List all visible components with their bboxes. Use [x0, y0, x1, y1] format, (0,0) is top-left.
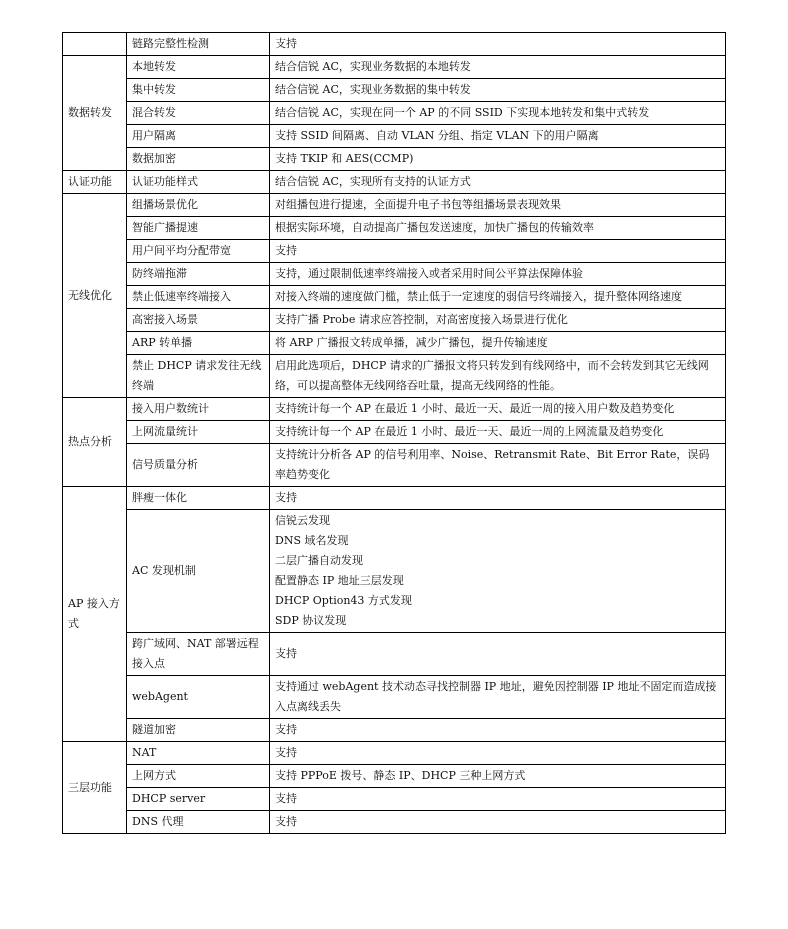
table-row: [63, 788, 726, 811]
description-cell: 结合信锐 AC，实现所有支持的认证方式: [270, 171, 726, 194]
description-cell: 支持: [270, 33, 726, 56]
feature-cell: 上网方式: [127, 765, 270, 788]
feature-cell: DNS 代理: [127, 811, 270, 834]
table-row: [63, 102, 726, 125]
feature-cell: 上网流量统计: [127, 421, 270, 444]
feature-cell: 跨广域网、NAT 部署远程接入点: [127, 633, 270, 676]
table-row: [63, 421, 726, 444]
description-cell: 支持: [270, 633, 726, 676]
description-cell: [270, 510, 726, 633]
description-cell: 支持 SSID 间隔离、自动 VLAN 分组、指定 VLAN 下的用户隔离: [270, 125, 726, 148]
description-cell: 支持: [270, 811, 726, 834]
table-row: [63, 765, 726, 788]
table-row: [63, 148, 726, 171]
description-cell: 支持: [270, 487, 726, 510]
description-cell: 启用此选项后，DHCP 请求的广播报文将只转发到有线网络中，而不会转发到其它无线网络，可以提高整体无线网络吞吐量，提高无线网络的性能。: [270, 355, 726, 398]
table-row: [63, 194, 726, 217]
description-cell: 支持 PPPoE 拨号、静态 IP、DHCP 三种上网方式: [270, 765, 726, 788]
discovery-method: DHCP Option43 方式发现: [275, 594, 412, 607]
feature-cell: 用户隔离: [127, 125, 270, 148]
feature-cell: 高密接入场景: [127, 309, 270, 332]
table-row: [63, 719, 726, 742]
discovery-method: 配置静态 IP 地址三层发现: [275, 574, 404, 587]
table-row: [63, 398, 726, 421]
feature-cell: 认证功能样式: [127, 171, 270, 194]
description-cell: 支持广播 Probe 请求应答控制，对高密度接入场景进行优化: [270, 309, 726, 332]
discovery-method: DNS 域名发现: [275, 534, 349, 547]
feature-cell: 数据加密: [127, 148, 270, 171]
table-row: [63, 309, 726, 332]
category-cell: [63, 33, 127, 56]
category-cell: AP 接入方式: [63, 487, 127, 742]
feature-cell: 胖瘦一体化: [127, 487, 270, 510]
description-cell: 支持: [270, 788, 726, 811]
feature-cell: 智能广播提速: [127, 217, 270, 240]
feature-cell: 集中转发: [127, 79, 270, 102]
table-row: [63, 676, 726, 719]
spec-table: [62, 32, 726, 834]
category-cell: 三层功能: [63, 742, 127, 834]
table-row: [63, 217, 726, 240]
description-cell: 结合信锐 AC，实现业务数据的集中转发: [270, 79, 726, 102]
description-cell: 支持统计每一个 AP 在最近 1 小时、最近一天、最近一周的上网流量及趋势变化: [270, 421, 726, 444]
discovery-method: 二层广播自动发现: [275, 554, 363, 567]
description-cell: 支持，通过限制低速率终端接入或者采用时间公平算法保障体验: [270, 263, 726, 286]
description-cell: 支持统计分析各 AP 的信号利用率、Noise、Retransmit Rate、Bit Error Rate，误码率趋势变化: [270, 444, 726, 487]
feature-cell: 信号质量分析: [127, 444, 270, 487]
description-cell: 结合信锐 AC，实现业务数据的本地转发: [270, 56, 726, 79]
table-row: [63, 355, 726, 398]
description-cell: 对接入终端的速度做门槛，禁止低于一定速度的弱信号终端接入，提升整体网络速度: [270, 286, 726, 309]
category-cell: 无线优化: [63, 194, 127, 398]
table-row: [63, 171, 726, 194]
feature-cell: DHCP server: [127, 788, 270, 811]
discovery-method: 信锐云发现: [275, 514, 330, 527]
table-row: [63, 811, 726, 834]
table-row: [63, 742, 726, 765]
table-row: [63, 240, 726, 263]
description-cell: 结合信锐 AC，实现在同一个 AP 的不同 SSID 下实现本地转发和集中式转发: [270, 102, 726, 125]
description-cell: 支持统计每一个 AP 在最近 1 小时、最近一天、最近一周的接入用户数及趋势变化: [270, 398, 726, 421]
description-cell: 根据实际环境，自动提高广播包发送速度，加快广播包的传输效率: [270, 217, 726, 240]
feature-cell: 防终端拖滞: [127, 263, 270, 286]
table-row: [63, 79, 726, 102]
description-cell: 支持通过 webAgent 技术动态寻找控制器 IP 地址，避免因控制器 IP 地址不固定而造成接入点离线丢失: [270, 676, 726, 719]
feature-cell: 混合转发: [127, 102, 270, 125]
table-row: [63, 263, 726, 286]
table-row: [63, 125, 726, 148]
table-row: [63, 286, 726, 309]
discovery-method: SDP 协议发现: [275, 614, 347, 627]
description-cell: 支持: [270, 719, 726, 742]
description-cell: 将 ARP 广播报文转成单播，减少广播包，提升传输速度: [270, 332, 726, 355]
description-cell: 支持 TKIP 和 AES(CCMP): [270, 148, 726, 171]
feature-cell: 隧道加密: [127, 719, 270, 742]
feature-cell: 禁止 DHCP 请求发往无线终端: [127, 355, 270, 398]
feature-cell: 组播场景优化: [127, 194, 270, 217]
feature-cell: AC 发现机制: [127, 510, 270, 633]
table-row: [63, 487, 726, 510]
table-row: [63, 510, 726, 633]
feature-cell: 用户间平均分配带宽: [127, 240, 270, 263]
description-cell: 支持: [270, 742, 726, 765]
feature-cell: 接入用户数统计: [127, 398, 270, 421]
table-row: [63, 33, 726, 56]
table-row: [63, 332, 726, 355]
feature-cell: 禁止低速率终端接入: [127, 286, 270, 309]
category-cell: 认证功能: [63, 171, 127, 194]
feature-cell: webAgent: [127, 676, 270, 719]
category-cell: 数据转发: [63, 56, 127, 171]
table-row: [63, 633, 726, 676]
description-cell: 对组播包进行提速，全面提升电子书包等组播场景表现效果: [270, 194, 726, 217]
table-row: [63, 56, 726, 79]
feature-cell: NAT: [127, 742, 270, 765]
category-cell: 热点分析: [63, 398, 127, 487]
feature-cell: 链路完整性检测: [127, 33, 270, 56]
feature-cell: ARP 转单播: [127, 332, 270, 355]
feature-cell: 本地转发: [127, 56, 270, 79]
description-cell: 支持: [270, 240, 726, 263]
table-row: [63, 444, 726, 487]
